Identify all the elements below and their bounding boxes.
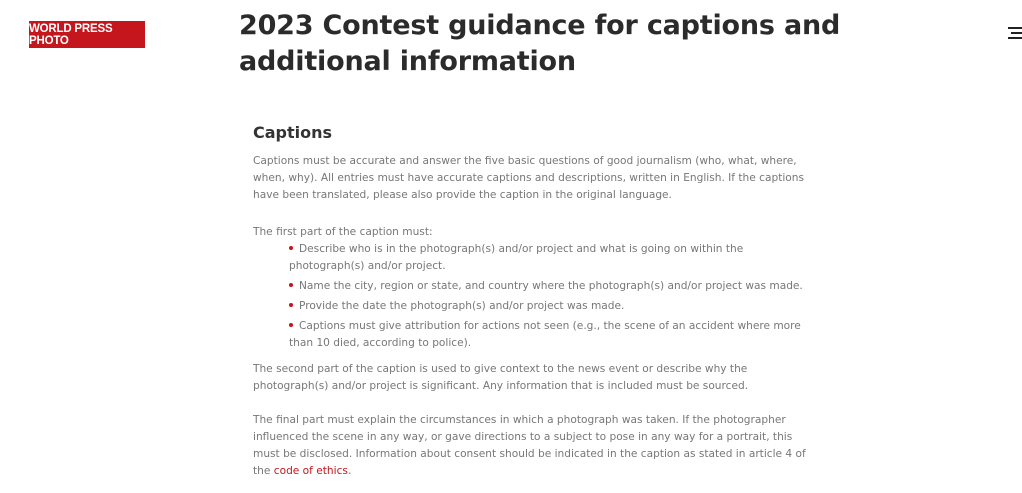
world-press-photo-logo[interactable]: WORLD PRESS PHOTO — [29, 21, 145, 48]
second-part-paragraph: The second part of the caption is used to give context to the news event or describe why the photograph(s) and/or project is significant. Any information that is included must be sourced. — [253, 363, 749, 392]
captions-section — [253, 122, 819, 480]
bullet-icon — [289, 283, 293, 287]
bullet-icon — [289, 303, 293, 307]
first-part-lead: The first part of the caption must: — [253, 226, 433, 238]
list-item: Provide the date the photograph(s) and/or project was made. — [289, 298, 819, 315]
bullet-icon — [289, 246, 293, 250]
page-title: 2023 Contest guidance for captions and additional information — [239, 10, 841, 77]
bullet-icon — [289, 323, 293, 327]
first-part-list — [253, 241, 819, 352]
list-item: Captions must give attribution for actions not seen (e.g., the scene of an accident where more than 10 died, according to police). — [289, 320, 801, 349]
section-heading-captions: Captions — [253, 123, 333, 142]
code-of-ethics-link[interactable]: code of ethics — [273, 465, 348, 477]
final-part-paragraph: The final part must explain the circumstances in which a photograph was taken. If the photographer influenced the scene in any way, or gave directions to a subject to pose in any way for a portrait, this must be disclosed. Information about consent should be indicated in the caption as stated in article 4 of the code of ethics. — [253, 414, 806, 477]
list-item: Describe who is in the photograph(s) and/or project and what is going on within the photograph(s) and/or project. — [289, 243, 744, 272]
hamburger-menu-icon[interactable] — [1006, 25, 1022, 41]
captions-intro-paragraph: Captions must be accurate and answer the five basic questions of good journalism (who, what, where, when, why). All entries must have accurate captions and descriptions, written in English. If the captions have been translated, please also provide the caption in the original language. — [253, 155, 805, 201]
list-item: Name the city, region or state, and country where the photograph(s) and/or project was made. — [289, 278, 819, 295]
